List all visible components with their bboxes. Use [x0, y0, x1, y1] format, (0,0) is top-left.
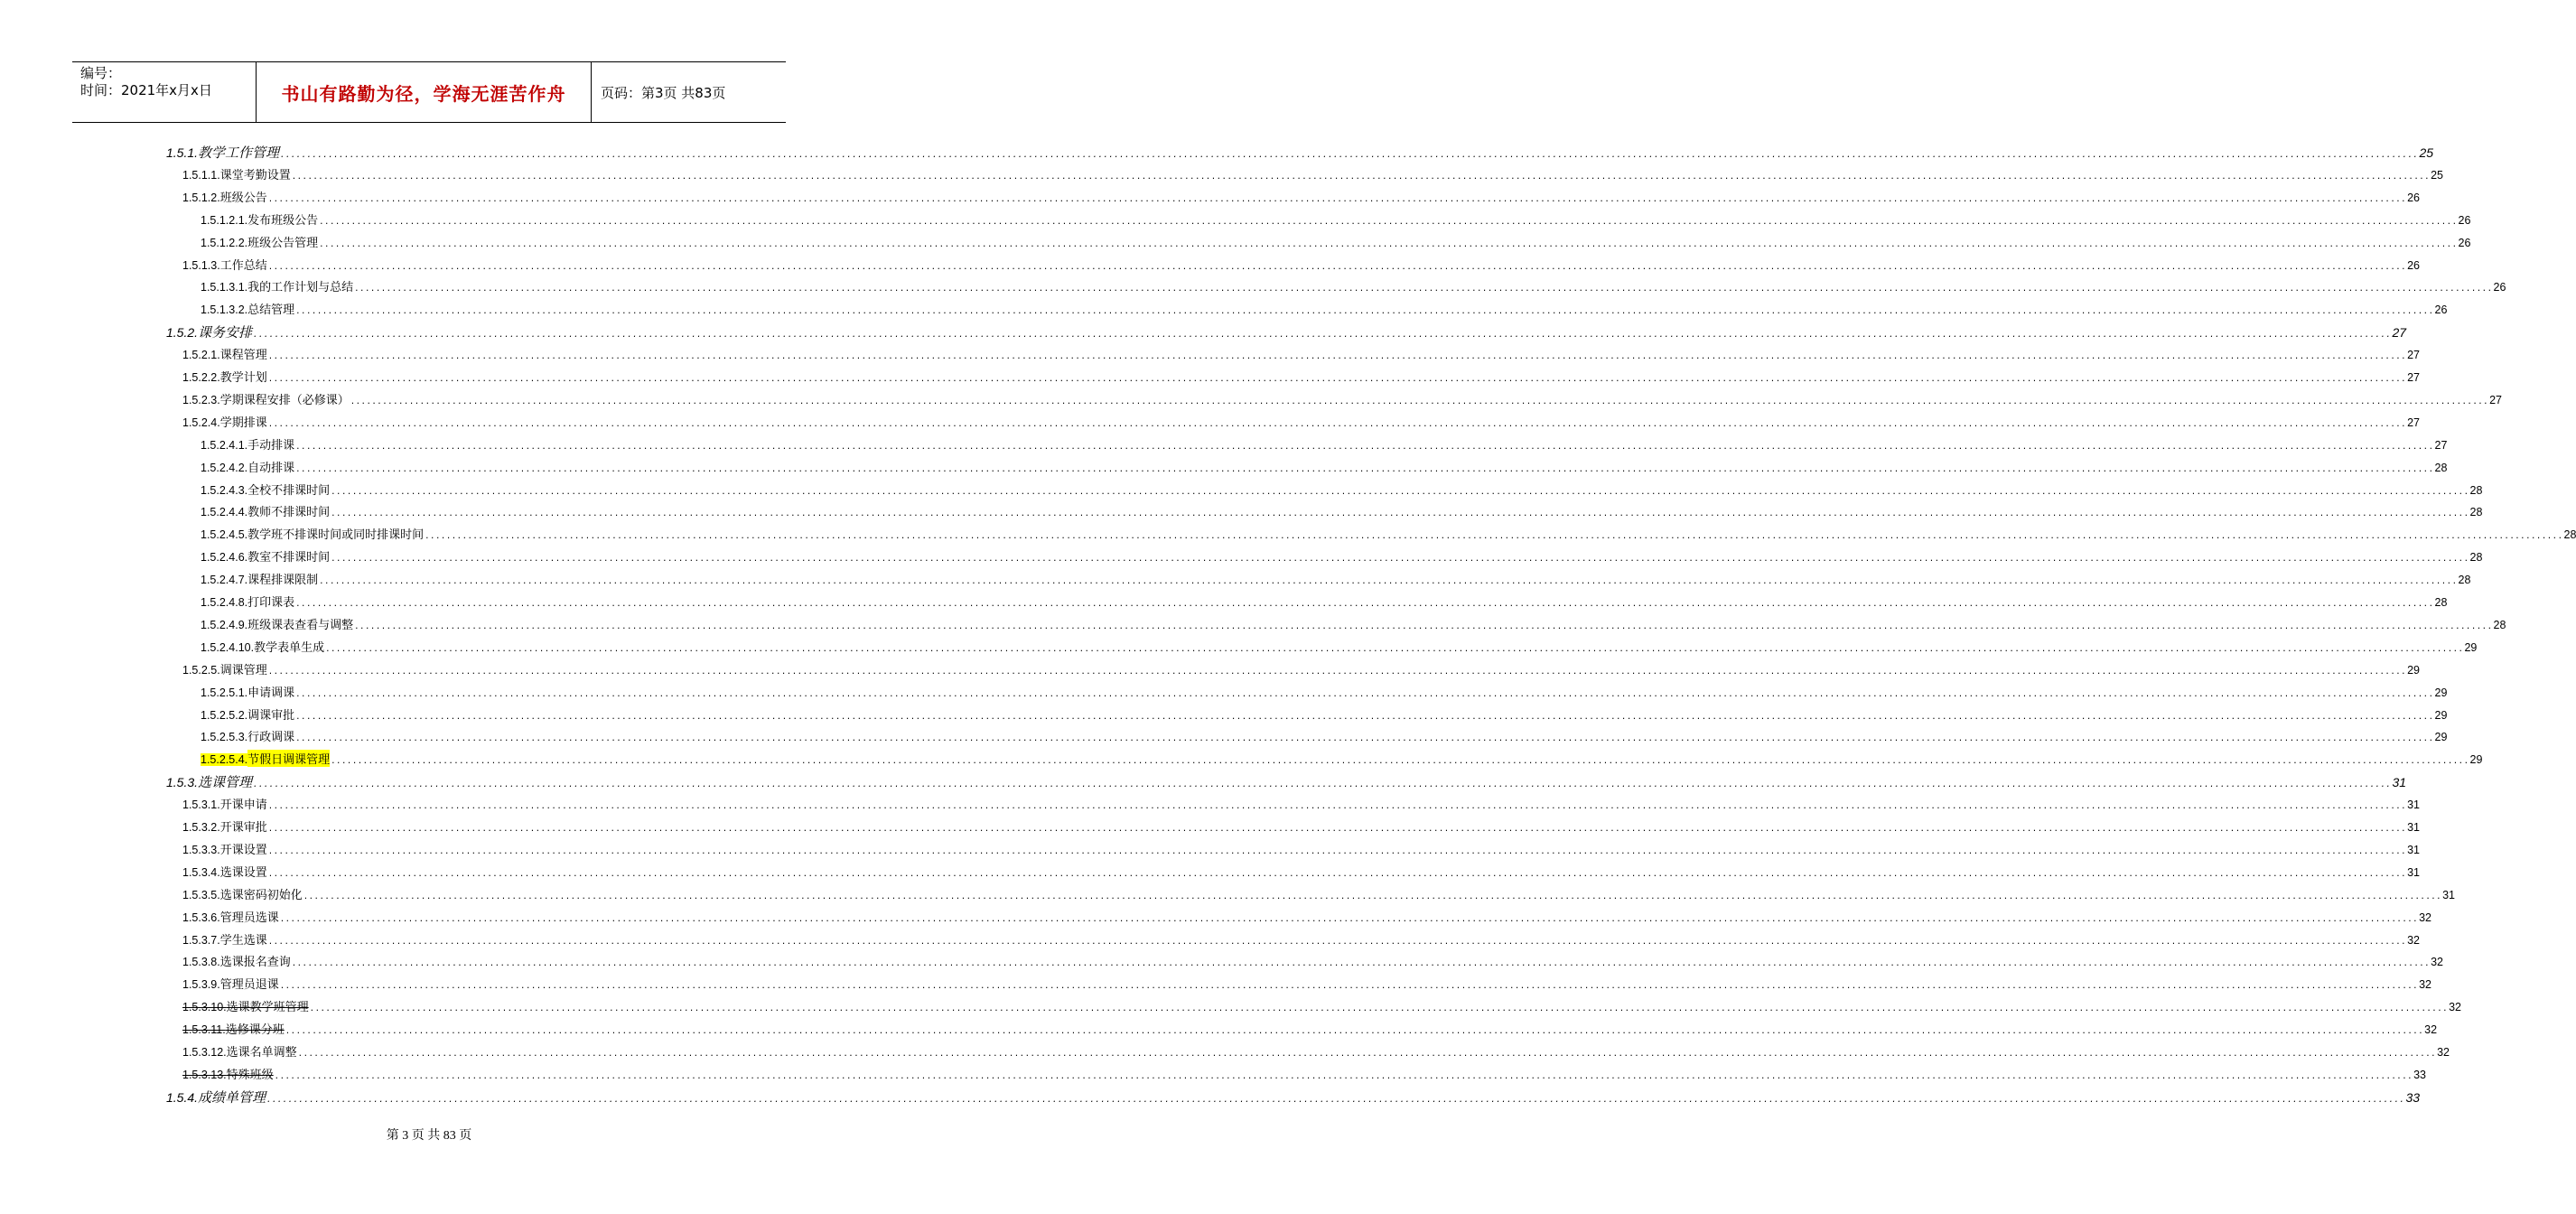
toc-entry-number: 1.5.2.4.2. [201, 461, 248, 474]
toc-entry-title: 自动排课 [247, 461, 295, 475]
toc-entry-title: 开课审批 [219, 821, 267, 835]
header-motto: 书山有路勤为径，学海无涯苦作舟 [256, 62, 592, 122]
toc-entry-page: 28 [2563, 528, 2576, 542]
toc-entry-title: 教室不排课时间 [247, 551, 331, 565]
toc-entry-page: 29 [2434, 686, 2448, 699]
toc-entry-page: 31 [2407, 821, 2421, 834]
toc-entry-number: 1.5.3.6. [182, 910, 220, 924]
toc-leader-dots: ................................................................................................................................................................................................................................................................................................................................................................................................................ [331, 555, 2469, 565]
page-header [72, 61, 786, 123]
toc-entry-number: 1.5.3.4. [182, 865, 220, 879]
toc-entry-page: 25 [2431, 168, 2444, 182]
toc-leader-dots: ................................................................................................................................................................................................................................................................................................................................................................................................................ [291, 172, 2431, 182]
toc-entry-title: 调课审批 [247, 708, 295, 723]
toc-leader-dots: ................................................................................................................................................................................................................................................................................................................................................................................................................ [267, 937, 2407, 947]
toc-entry-title: 班级课表查看与调整 [247, 618, 354, 632]
toc-entry-title: 行政调课 [247, 731, 295, 745]
toc-entry-number: 1.5.2.4.8. [201, 596, 248, 609]
toc-leader-dots: ................................................................................................................................................................................................................................................................................................................................................................................................................ [295, 464, 2434, 474]
toc-entry[interactable] [0, 390, 2503, 413]
toc-entry-page: 32 [2407, 933, 2421, 947]
toc-entry[interactable] [0, 593, 2448, 615]
toc-entry-number: 1.5.3.1. [182, 798, 220, 812]
toc-entry[interactable] [0, 570, 2471, 593]
toc-entry[interactable] [0, 165, 2444, 188]
toc-entry-page: 26 [2434, 304, 2448, 317]
toc-entry-page: 26 [2458, 236, 2471, 249]
toc-entry[interactable] [0, 795, 2421, 817]
toc-entry-page: 29 [2407, 663, 2421, 677]
toc-leader-dots: ................................................................................................................................................................................................................................................................................................................................................................................................................ [319, 577, 2458, 587]
toc-entry[interactable] [0, 952, 2444, 975]
toc-leader-dots: ................................................................................................................................................................................................................................................................................................................................................................................................................ [425, 532, 2563, 542]
toc-entry[interactable] [0, 638, 2478, 660]
toc-entry-title: 选课报名查询 [219, 956, 291, 970]
toc-entry-number: 1.5.2.2. [182, 371, 220, 384]
toc-leader-dots: ................................................................................................................................................................................................................................................................................................................................................................................................................ [354, 285, 2493, 294]
toc-entry-number: 1.5.1. [166, 145, 199, 160]
toc-entry-page: 27 [2434, 438, 2448, 452]
toc-entry[interactable] [0, 750, 2483, 772]
toc-entry-number: 1.5.1.3.1. [201, 281, 248, 294]
toc-entry-page: 25 [2419, 145, 2434, 160]
toc-entry-page: 31 [2407, 843, 2421, 856]
toc-entry-page: 31 [2407, 798, 2421, 812]
toc-leader-dots: ................................................................................................................................................................................................................................................................................................................................................................................................................ [309, 1004, 2449, 1014]
toc-entry-number: 1.5.3.8. [182, 956, 220, 969]
toc-entry-title: 手动排课 [247, 438, 295, 453]
toc-entry-title: 选课设置 [219, 865, 267, 880]
toc-entry-page: 26 [2407, 191, 2421, 204]
toc-entry-title: 特殊班级 [226, 1068, 274, 1082]
toc-entry-title: 管理员选课 [219, 910, 279, 925]
header-page-info: 页码：第3页 共83页 [601, 84, 726, 101]
toc-entry-number: 1.5.2.4.7. [201, 574, 248, 587]
toc-entry[interactable] [0, 908, 2432, 930]
toc-entry-title: 全校不排课时间 [247, 483, 331, 498]
toc-entry-number: 1.5.2.5. [182, 663, 220, 677]
toc-leader-dots: ................................................................................................................................................................................................................................................................................................................................................................................................................ [280, 151, 2419, 160]
header-meta [72, 62, 256, 122]
toc-leader-dots: ................................................................................................................................................................................................................................................................................................................................................................................................................ [253, 331, 2392, 341]
toc-entry[interactable] [0, 525, 2576, 547]
toc-leader-dots: ................................................................................................................................................................................................................................................................................................................................................................................................................ [297, 1050, 2437, 1059]
toc-leader-dots: ................................................................................................................................................................................................................................................................................................................................................................................................................ [319, 217, 2458, 227]
toc-leader-dots: ................................................................................................................................................................................................................................................................................................................................................................................................................ [267, 869, 2407, 879]
toc-entry-number: 1.5.2.4. [182, 416, 220, 429]
toc-entry-page: 33 [2413, 1068, 2426, 1081]
toc-entry-page: 32 [2419, 978, 2432, 992]
toc-entry[interactable] [0, 817, 2421, 840]
toc-entry-number: 1.5.2.1. [182, 349, 220, 362]
toc-leader-dots: ................................................................................................................................................................................................................................................................................................................................................................................................................ [295, 600, 2434, 609]
toc-leader-dots: ................................................................................................................................................................................................................................................................................................................................................................................................................ [295, 442, 2434, 452]
toc-entry-title: 总结管理 [247, 304, 295, 318]
toc-leader-dots: ................................................................................................................................................................................................................................................................................................................................................................................................................ [267, 352, 2407, 362]
toc-entry[interactable] [0, 188, 2421, 210]
toc-entry-title: 教学工作管理 [198, 145, 280, 161]
toc-entry-number: 1.5.3. [166, 775, 199, 790]
toc-leader-dots: ................................................................................................................................................................................................................................................................................................................................................................................................................ [267, 667, 2407, 677]
toc-entry-number: 1.5.3.9. [182, 978, 220, 992]
toc-entry-number: 1.5.3.10. [182, 1001, 227, 1014]
toc-entry-page: 26 [2458, 213, 2471, 227]
toc-entry[interactable] [0, 322, 2407, 345]
toc-leader-dots: ................................................................................................................................................................................................................................................................................................................................................................................................................ [267, 419, 2407, 429]
page-footer: 第 3 页 共 83 页 [386, 1129, 472, 1143]
toc-entry-page: 31 [2392, 775, 2407, 790]
toc-entry-number: 1.5.2.4.9. [201, 618, 248, 631]
toc-leader-dots: ................................................................................................................................................................................................................................................................................................................................................................................................................ [279, 982, 2419, 992]
toc-entry-title: 学期排课 [219, 416, 267, 430]
toc-leader-dots: ................................................................................................................................................................................................................................................................................................................................................................................................................ [331, 509, 2469, 519]
toc-leader-dots: ................................................................................................................................................................................................................................................................................................................................................................................................................ [267, 802, 2407, 812]
toc-entry-number: 1.5.3.3. [182, 843, 220, 856]
toc-leader-dots: ................................................................................................................................................................................................................................................................................................................................................................................................................ [295, 712, 2434, 722]
toc-leader-dots: ................................................................................................................................................................................................................................................................................................................................................................................................................ [267, 262, 2407, 272]
toc-entry-number: 1.5.3.2. [182, 821, 220, 834]
toc-entry-page: 32 [2431, 956, 2444, 969]
toc-entry-number: 1.5.2.5.3. [201, 731, 248, 744]
toc-entry[interactable] [0, 1088, 2421, 1110]
toc-entry[interactable] [0, 345, 2421, 368]
toc-entry[interactable] [0, 683, 2448, 705]
toc-entry-title: 选课名单调整 [226, 1046, 297, 1060]
toc-entry-title: 教学表单生成 [254, 640, 325, 655]
toc-entry-page: 29 [2469, 753, 2483, 767]
toc-entry-title: 班级公告 [219, 191, 267, 205]
toc-entry-title: 调课管理 [219, 663, 267, 677]
toc-entry-title: 选修课分班 [225, 1023, 285, 1038]
toc-entry-number: 1.5.2.5.4. [201, 753, 248, 767]
toc-entry-number: 1.5.2.5.1. [201, 686, 248, 699]
toc-entry-title: 课堂考勤设置 [219, 168, 291, 182]
toc-entry[interactable] [0, 772, 2407, 795]
toc-entry[interactable] [0, 368, 2421, 390]
toc-entry-page: 28 [2469, 551, 2483, 565]
toc-leader-dots: ................................................................................................................................................................................................................................................................................................................................................................................................................ [319, 239, 2458, 249]
toc-leader-dots: ................................................................................................................................................................................................................................................................................................................................................................................................................ [266, 1095, 2405, 1105]
toc-entry-page: 29 [2434, 708, 2448, 722]
toc-entry[interactable] [0, 840, 2421, 863]
toc-entry-title: 成绩单管理 [198, 1088, 266, 1106]
toc-entry-number: 1.5.1.1. [182, 168, 220, 182]
toc-entry[interactable] [0, 1065, 2426, 1088]
toc-leader-dots: ................................................................................................................................................................................................................................................................................................................................................................................................................ [295, 307, 2434, 317]
toc-leader-dots: ................................................................................................................................................................................................................................................................................................................................................................................................................ [267, 825, 2407, 834]
toc-entry-number: 1.5.2.5.2. [201, 708, 248, 722]
toc-entry[interactable] [0, 615, 2506, 638]
toc-entry-title: 教师不排课时间 [247, 506, 331, 520]
toc-entry[interactable] [0, 660, 2421, 683]
toc-entry-page: 32 [2419, 910, 2432, 924]
toc-entry-number: 1.5.1.2.1. [201, 213, 248, 227]
toc-entry[interactable] [0, 863, 2421, 885]
toc-entry-page: 29 [2434, 731, 2448, 744]
toc-entry[interactable] [0, 413, 2421, 435]
toc-leader-dots: ................................................................................................................................................................................................................................................................................................................................................................................................................ [267, 194, 2407, 204]
toc-leader-dots: ................................................................................................................................................................................................................................................................................................................................................................................................................ [295, 734, 2434, 744]
toc-entry-title: 开课申请 [219, 798, 267, 813]
toc-entry-page: 31 [2442, 888, 2456, 901]
toc-entry-number: 1.5.4. [166, 1089, 199, 1105]
toc-entry[interactable] [0, 458, 2448, 481]
toc-entry[interactable] [0, 210, 2471, 233]
toc-entry[interactable] [0, 233, 2471, 256]
number-label: 编号： [80, 65, 122, 81]
toc-leader-dots: ................................................................................................................................................................................................................................................................................................................................................................................................................ [267, 375, 2407, 384]
toc-leader-dots: ................................................................................................................................................................................................................................................................................................................................................................................................................ [291, 959, 2431, 969]
toc-leader-dots: ................................................................................................................................................................................................................................................................................................................................................................................................................ [295, 689, 2434, 699]
toc-entry-title: 选课管理 [198, 774, 253, 791]
toc-entry-title: 我的工作计划与总结 [247, 281, 354, 295]
toc-entry-number: 1.5.1.3.2. [201, 304, 248, 317]
toc-entry-number: 1.5.2.4.5. [201, 528, 248, 542]
toc-entry-page: 26 [2407, 258, 2421, 272]
toc-entry-page: 27 [2407, 416, 2421, 429]
toc-leader-dots: ................................................................................................................................................................................................................................................................................................................................................................................................................ [354, 621, 2493, 631]
toc-entry[interactable] [0, 930, 2421, 953]
toc-entry[interactable] [0, 277, 2506, 300]
toc-entry-title: 申请调课 [247, 686, 295, 700]
toc-entry-number: 1.5.2.3. [182, 393, 220, 406]
toc-entry-page: 33 [2405, 1089, 2421, 1105]
toc-entry-page: 28 [2469, 483, 2483, 497]
toc-entry-title: 开课设置 [219, 843, 267, 857]
toc-entry-page: 28 [2458, 574, 2471, 587]
toc-entry-number: 1.5.1.3. [182, 258, 220, 272]
toc-entry-title: 教学计划 [219, 371, 267, 385]
toc-entry-number: 1.5.1.2.2. [201, 236, 248, 249]
toc-entry-title: 学期课程安排（必修课） [219, 393, 350, 407]
toc-leader-dots: ................................................................................................................................................................................................................................................................................................................................................................................................................ [274, 1071, 2413, 1081]
toc-entry[interactable] [0, 547, 2483, 570]
toc-entry-page: 28 [2469, 506, 2483, 519]
toc-entry[interactable] [0, 435, 2448, 458]
toc-entry-page: 31 [2407, 865, 2421, 879]
toc-entry-title: 节假日调课管理 [247, 750, 330, 767]
toc-entry[interactable] [0, 727, 2448, 750]
toc-entry[interactable] [0, 885, 2456, 908]
toc-leader-dots: ................................................................................................................................................................................................................................................................................................................................................................................................................ [331, 487, 2469, 497]
toc-entry-number: 1.5.3.11. [182, 1023, 226, 1037]
toc-leader-dots: ................................................................................................................................................................................................................................................................................................................................................................................................................ [285, 1027, 2424, 1037]
toc-entry-number: 1.5.3.12. [182, 1046, 227, 1059]
toc-entry-page: 32 [2437, 1046, 2450, 1059]
toc-entry-title: 教学班不排课时间或同时排课时间 [247, 528, 425, 543]
toc-entry-page: 29 [2464, 640, 2478, 654]
toc-entry[interactable] [0, 997, 2461, 1020]
toc-entry-number: 1.5.3.5. [182, 888, 220, 901]
toc-entry[interactable] [0, 705, 2448, 728]
toc-entry[interactable] [0, 143, 2434, 165]
toc-entry[interactable] [0, 1042, 2450, 1065]
toc-entry-page: 27 [2392, 325, 2407, 341]
toc-leader-dots: ................................................................................................................................................................................................................................................................................................................................................................................................................ [253, 780, 2392, 790]
toc-entry-title: 选课密码初始化 [219, 888, 303, 902]
toc-leader-dots: ................................................................................................................................................................................................................................................................................................................................................................................................................ [350, 397, 2489, 406]
toc-entry-page: 32 [2424, 1023, 2438, 1037]
toc-entry-number: 1.5.2.4.10. [201, 640, 255, 654]
toc-entry-page: 28 [2493, 618, 2506, 631]
toc-leader-dots: ................................................................................................................................................................................................................................................................................................................................................................................................................ [331, 757, 2469, 767]
toc-leader-dots: ................................................................................................................................................................................................................................................................................................................................................................................................................ [325, 644, 2464, 654]
toc-entry-page: 32 [2449, 1001, 2461, 1014]
toc-leader-dots: ................................................................................................................................................................................................................................................................................................................................................................................................................ [267, 846, 2407, 856]
toc-entry-page: 26 [2493, 281, 2506, 294]
toc-entry-title: 选课教学班管理 [226, 1001, 309, 1015]
toc-entry-title: 发布班级公告 [247, 213, 319, 228]
toc-entry-number: 1.5.2. [166, 325, 199, 341]
toc-entry[interactable] [0, 256, 2421, 278]
toc-entry-title: 打印课表 [247, 596, 295, 610]
toc-entry[interactable] [0, 975, 2432, 997]
toc-entry-number: 1.5.2.4.6. [201, 551, 248, 565]
toc-entry[interactable] [0, 1020, 2438, 1042]
toc-entry-number: 1.5.2.4.3. [201, 483, 248, 497]
toc-entry-number: 1.5.1.2. [182, 191, 220, 204]
toc-leader-dots: ................................................................................................................................................................................................................................................................................................................................................................................................................ [279, 914, 2419, 924]
toc-entry[interactable] [0, 502, 2483, 525]
toc-entry-number: 1.5.2.4.1. [201, 438, 248, 452]
toc-entry-page: 28 [2434, 461, 2448, 474]
toc-entry-title: 管理员退课 [219, 978, 279, 993]
toc-leader-dots: ................................................................................................................................................................................................................................................................................................................................................................................................................ [303, 892, 2442, 901]
toc-entry-title: 课程管理 [219, 349, 267, 363]
toc-entry-number: 1.5.3.7. [182, 933, 220, 947]
toc-entry-page: 27 [2407, 371, 2421, 384]
toc-entry-title: 课程排课限制 [247, 574, 319, 588]
toc-entry-page: 27 [2489, 393, 2503, 406]
toc-entry[interactable] [0, 300, 2448, 322]
toc-entry-number: 1.5.3.13. [182, 1068, 227, 1081]
toc-entry-page: 27 [2407, 349, 2421, 362]
toc-entry-number: 1.5.2.4.4. [201, 506, 248, 519]
toc-entry-title: 工作总结 [219, 258, 267, 273]
toc-entry-page: 28 [2434, 596, 2448, 609]
toc-entry-title: 班级公告管理 [247, 236, 319, 250]
time-label: 时间：2021年x月x日 [80, 82, 212, 98]
toc-entry-title: 课务安排 [198, 324, 253, 341]
toc-entry-title: 学生选课 [219, 933, 267, 948]
toc-entry[interactable] [0, 481, 2483, 503]
